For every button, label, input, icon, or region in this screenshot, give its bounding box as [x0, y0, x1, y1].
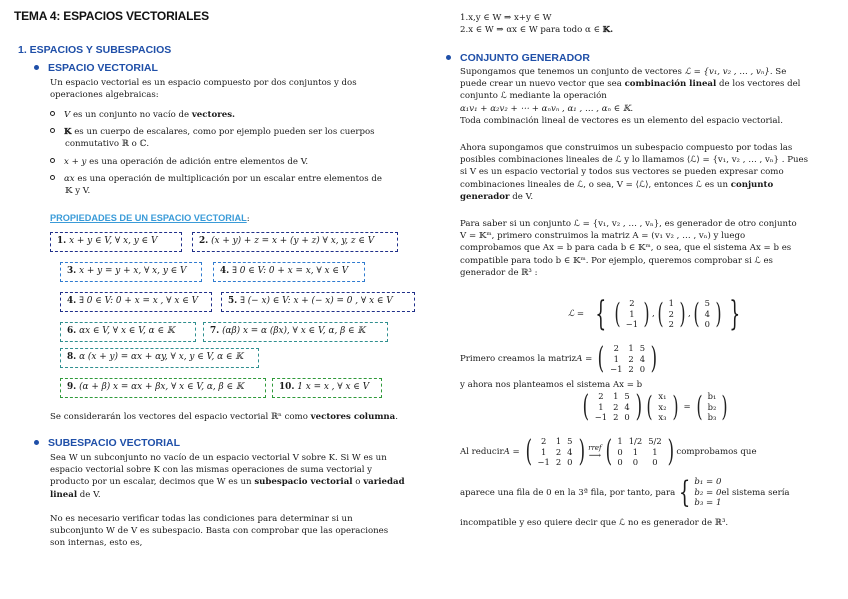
property-box-10: 10. 1 x = x , ∀ x ∈ V: [272, 378, 382, 398]
property-box-5: 5. ∃ (− x) ∈ V: x + (− x) = 0 , ∀ x ∈ V: [221, 292, 415, 312]
intro-paragraph: Un espacio vectorial es un espacio compuesto por dos conjuntos y dos operaciones algebraicas:: [50, 78, 357, 101]
circle-bullet-icon: [50, 158, 55, 163]
right-brace: }: [729, 294, 741, 334]
bullet-icon: [34, 65, 39, 70]
system-equation: ( 2 1 5 1 2 4 −1 2 0 ) ( x₁ x₂ x₃ ) = ( b₁ b₂ b₃ ): [582, 388, 728, 424]
subheading-conjunto-generador: CONJUNTO GENERADOR: [446, 51, 590, 66]
matrix-a-line: Primero creamos la matriz A = ( 2 1 5 1 2 4 −1 2 0 ): [460, 343, 660, 375]
rref-arrow: rref ⟶: [588, 443, 602, 461]
subespacio-paragraph-2: No es necesario verificar todas las condiciones para determinar si un subconjunto W de V es subespacio. Basta con comprobar que las operaciones son internas, esto es,: [50, 514, 389, 549]
system-line: y ahora nos planteamos el sistema Ax = b: [460, 380, 643, 390]
section-heading: 1. ESPACIOS Y SUBESPACIOS: [18, 44, 172, 56]
property-box-3: 3. x + y = y + x, ∀ x, y ∈ V: [60, 262, 202, 282]
subespacio-generado-paragraph: Ahora supongamos que construimos un subespacio compuesto por todas las posibles combinaciones lineales de ℒ y lo llamamos ⟨ℒ⟩ = {v₁, v₂ , … , vₙ} . Pues si V es un espacio vectorial y todos sus vectores se pueden expresar como combinaciones lineales de ℒ, o sea, V = ⟨ℒ⟩, entonces ℒ es un conjunto generador de V.: [460, 143, 809, 202]
property-box-4: 4. ∃ 0 ∈ V: 0 + x = x, ∀ x ∈ V: [213, 262, 365, 282]
property-box-2: 2. (x + y) + z = x + (y + z) ∀ x, y, z ∈ V: [192, 232, 398, 252]
property-box-1: 1. x + y ∈ V, ∀ x, y ∈ V: [50, 232, 182, 252]
left-brace: {: [595, 294, 607, 334]
conclusion-line: incompatible y eso quiere decir que ℒ no es generador de ℝ³.: [460, 518, 729, 528]
properties-title: PROPIEDADES DE UN ESPACIO VECTORIAL:: [50, 213, 250, 224]
generador-paragraph: Supongamos que tenemos un conjunto de vectores ℒ = {v₁, v₂ , … , vₙ}. Se puede crear un nuevo vector que sea combinación lineal de los vectores del conjunto ℒ mediante la operación α₁v₁ + α₂v₂ + ⋯ + αₙvₙ , α₁ , … , αₙ ∈ 𝕂. Toda combinación lineal de vectores es un elemento del espacio vectorial.: [460, 67, 801, 126]
list-item: x + y es una operación de adición entre elementos de V.: [50, 156, 420, 168]
circle-bullet-icon: [50, 128, 55, 133]
conditions: 1.x,y ∈ W ⇒ x+y ∈ W 2.x ∈ W ⇒ αx ∈ W para todo α ∈ 𝕂.: [460, 13, 614, 36]
definition-list: [50, 109, 420, 197]
saber-paragraph: Para saber si un conjunto ℒ = {v₁, v₂ , … , vₙ}, es generador de otro conjunto V = 𝕂ᵐ, primero construimos la matriz A = (v₁ v₂ , … , vₙ) y luego comprobamos que Ax = b para cada b ∈ 𝕂ᵐ, o sea, que el sistema Ax = b es compatible para todo b ∈ 𝕂ᵐ. Por ejemplo, queremos comprobar si ℒ es generador de ℝ³ :: [460, 219, 797, 278]
row-line: aparece una fila de 0 en la 3ª fila, por tanto, para { b₁ = 0 b₂ = 0 b₃ = 1 el sistema sería: [460, 475, 790, 510]
vector-2: ( 1 2 2 ): [657, 297, 686, 330]
subheading-espacio-vectorial: ESPACIO VECTORIAL: [34, 61, 158, 76]
bullet-icon: [446, 55, 451, 60]
subheading-subespacio: SUBESPACIO VECTORIAL: [34, 436, 180, 451]
property-box-4b: 4. ∃ 0 ∈ V: 0 + x = x , ∀ x ∈ V: [60, 292, 212, 312]
property-box-7: 7. (αβ) x = α (βx), ∀ x ∈ V, α, β ∈ 𝕂: [203, 322, 388, 342]
circle-bullet-icon: [50, 111, 55, 116]
property-box-9: 9. (α + β) x = αx + βx, ∀ x ∈ V, α, β ∈ 𝕂: [60, 378, 266, 398]
property-box-8: 8. α (x + y) = αx + αy, ∀ x, y ∈ V, α ∈ 𝕂: [60, 348, 259, 368]
matrix-a: ( 2 1 5 1 2 4 −1 2 0 ): [597, 340, 658, 376]
vector-1: ( 2 1 −1 ): [614, 297, 650, 330]
circle-bullet-icon: [50, 175, 55, 180]
vector-set: ℒ = { ( 2 1 −1 ) , ( 1 2 2 ) , ( 5 4 0 ) }: [568, 294, 741, 334]
list-item: V es un conjunto no vacío de vectores.: [50, 109, 420, 121]
vector-3: ( 5 4 0 ): [693, 297, 722, 330]
list-item: 𝕂 es un cuerpo de escalares, como por ejemplo pueden ser los cuerpos conmutativo ℝ o ℂ.: [50, 126, 420, 150]
reduction-line: Al reducir A = ( 2 1 5 1 2 4 −1 2 0 ) rref ⟶ ( 1 1/2 5/2 0 1 1 0 0 0 ) comprobamos que: [460, 433, 757, 469]
consider-line: Se considerarán los vectores del espacio vectorial ℝⁿ como vectores columna.: [50, 412, 398, 422]
property-box-6: 6. αx ∈ V, ∀ x ∈ V, α ∈ 𝕂: [60, 322, 196, 342]
subespacio-paragraph: Sea W un subconjunto no vacío de un espacio vectorial V sobre K. Si W es un espacio vectorial sobre K con las mismas operaciones de suma vectorial y producto por un escalar, decimos que W es un subespacio vectorial o variedad lineal de V.: [50, 453, 405, 500]
list-item: αx es una operación de multiplicación por un escalar entre elementos de 𝕂 y V.: [50, 173, 420, 197]
page-title: TEMA 4: ESPACIOS VECTORIALES: [14, 9, 209, 23]
bullet-icon: [34, 440, 39, 445]
